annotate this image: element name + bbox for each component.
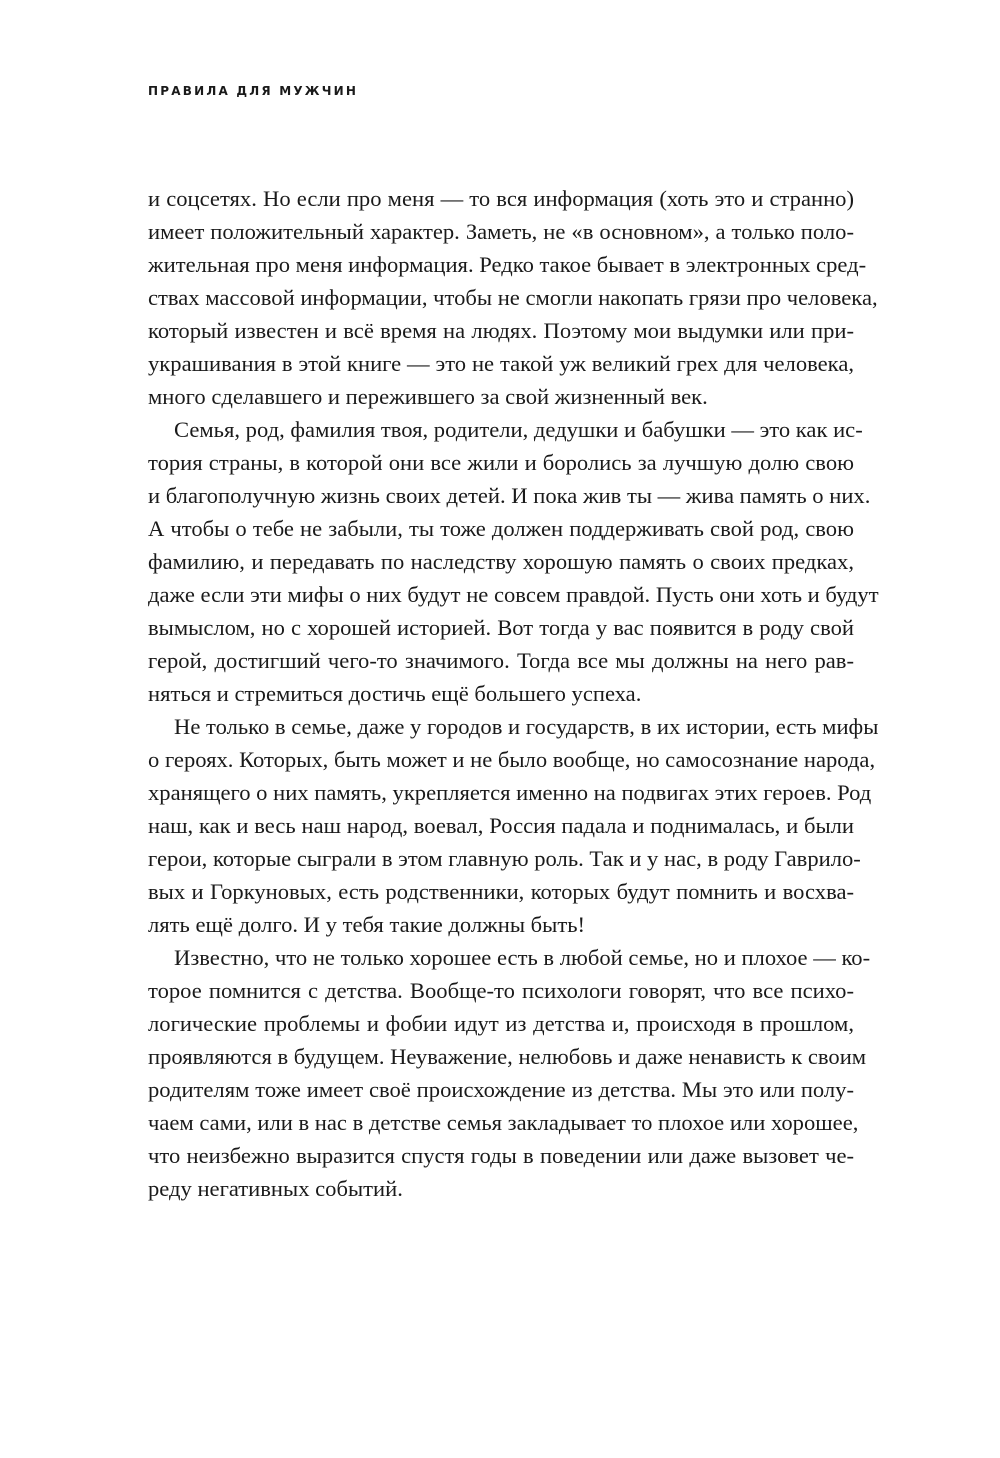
- text-line: А чтобы о тебе не забыли, ты тоже должен поддерживать свой род, свою: [148, 516, 854, 541]
- text-line: герои, которые сыграли в этом главную роль. Так и у нас, в роду Гаврило-: [148, 846, 861, 871]
- paragraph: [148, 182, 878, 413]
- text-line: даже если эти мифы о них будут не совсем правдой. Пусть они хоть и будут: [148, 582, 879, 607]
- text-line: что неизбежно выразится спустя годы в поведении или даже вызовет че-: [148, 1143, 854, 1168]
- text-line: который известен и всё время на людях. Поэтому мои выдумки или при-: [148, 318, 854, 343]
- body-text: [148, 182, 879, 1205]
- paragraph: [148, 413, 879, 710]
- text-line: тория страны, в которой они все жили и боролись за лучшую долю свою: [148, 450, 854, 475]
- text-line: наш, как и весь наш народ, воевал, Россия падала и поднималась, и были: [148, 813, 854, 838]
- text-line: Известно, что не только хорошее есть в любой семье, но и плохое — ко-: [174, 945, 871, 970]
- text-line: имеет положительный характер. Заметь, не «в основном», а только поло-: [148, 219, 854, 244]
- paragraph: [148, 710, 879, 941]
- text-line: чаем сами, или в нас в детстве семья закладывает то плохое или хорошее,: [148, 1110, 859, 1135]
- text-line: реду негативных событий.: [148, 1176, 403, 1201]
- text-line: и благополучную жизнь своих детей. И пока жив ты — жива память о них.: [148, 483, 871, 508]
- paragraph: [148, 941, 871, 1205]
- text-line: много сделавшего и пережившего за свой жизненный век.: [148, 384, 708, 409]
- text-line: торое помнится с детства. Вообще-то психологи говорят, что все психо-: [148, 978, 854, 1003]
- text-line: ствах массовой информации, чтобы не смогли накопать грязи про человека,: [148, 285, 878, 310]
- text-line: няться и стремиться достичь ещё большего успеха.: [148, 681, 642, 706]
- text-line: родителям тоже имеет своё происхождение из детства. Мы это или полу-: [148, 1077, 854, 1102]
- text-line: логические проблемы и фобии идут из детства и, происходя в прошлом,: [148, 1011, 854, 1036]
- text-line: украшивания в этой книге — это не такой уж великий грех для человека,: [148, 351, 854, 376]
- text-line: фамилию, и передавать по наследству хорошую память о своих предках,: [148, 549, 854, 574]
- text-line: проявляются в будущем. Неуважение, нелюбовь и даже ненависть к своим: [148, 1044, 867, 1069]
- text-line: и соцсетях. Но если про меня — то вся информация (хоть это и странно): [148, 186, 854, 211]
- text-line: Семья, род, фамилия твоя, родители, дедушки и бабушки — это как ис-: [174, 417, 863, 442]
- running-header: ПРАВИЛА ДЛЯ МУЖЧИН: [148, 84, 359, 98]
- text-line: жительная про меня информация. Редко такое бывает в электронных сред-: [148, 252, 867, 277]
- text-line: герой, достигший чего-то значимого. Тогда все мы должны на него рав-: [148, 648, 854, 673]
- text-line: вых и Горкуновых, есть родственники, которых будут помнить и восхва-: [148, 879, 854, 904]
- text-line: Не только в семье, даже у городов и государств, в их истории, есть мифы: [174, 714, 879, 739]
- text-line: лять ещё долго. И у тебя такие должны быть!: [148, 912, 586, 937]
- text-line: вымыслом, но с хорошей историей. Вот тогда у вас появится в роду свой: [148, 615, 854, 640]
- text-line: хранящего о них память, укрепляется именно на подвигах этих героев. Род: [148, 780, 872, 805]
- text-line: о героях. Которых, быть может и не было вообще, но самосознание народа,: [148, 747, 876, 772]
